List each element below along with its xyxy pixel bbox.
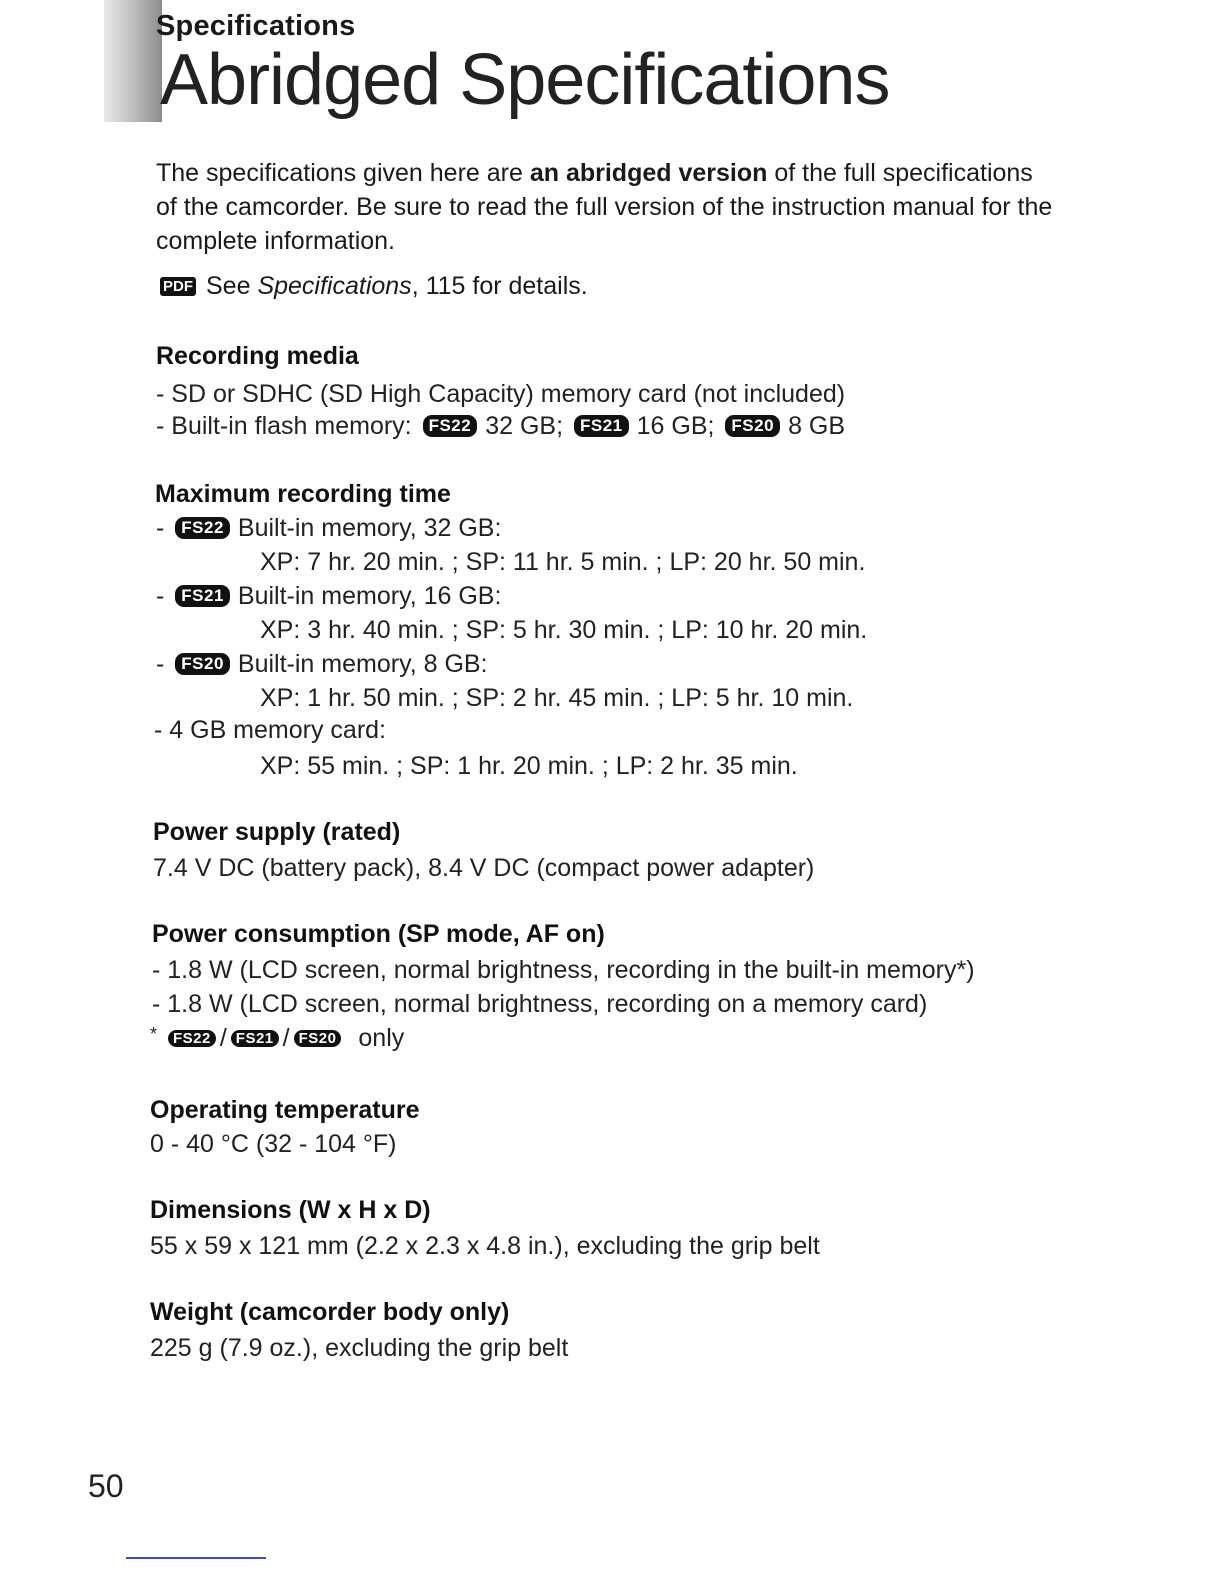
fs21-badge: FS21: [175, 585, 230, 607]
pdf-reference[interactable]: PDF See Specifications, 115 for details.: [160, 272, 588, 301]
pdf-reference-title: Specifications: [257, 272, 412, 300]
pdf-icon: PDF: [160, 277, 196, 296]
max-recording-time-heading: Maximum recording time: [155, 480, 451, 508]
fs21-badge: FS21: [574, 415, 629, 437]
power-supply-heading: Power supply (rated): [153, 818, 401, 846]
fs22-badge: FS22: [175, 517, 230, 539]
intro-paragraph: The specifications given here are an abridged version of the full specifications of the camcorder. Be sure to read the full version of the instruction manual for the complete information.: [156, 159, 1053, 255]
operating-temperature-heading: Operating temperature: [150, 1096, 420, 1124]
recording-media-line-2: - Built-in flash memory: FS22 32 GB; FS21 16 GB; FS20 8 GB: [156, 412, 846, 440]
recording-media-heading: Recording media: [156, 342, 359, 370]
section-label: Specifications: [156, 10, 356, 42]
fs21-recording-times: XP: 3 hr. 40 min. ; SP: 5 hr. 30 min. ; LP: 10 hr. 20 min.: [260, 616, 868, 644]
dimensions-value: 55 x 59 x 121 mm (2.2 x 2.3 x 4.8 in.), excluding the grip belt: [150, 1232, 820, 1260]
weight-value: 225 g (7.9 oz.), excluding the grip belt: [150, 1334, 569, 1362]
weight-heading: Weight (camcorder body only): [150, 1298, 510, 1326]
dimensions-heading: Dimensions (W x H x D): [150, 1196, 431, 1224]
fs22-recording-label: - FS22 Built-in memory, 32 GB:: [156, 514, 502, 542]
fs20-badge: FS20: [175, 653, 230, 675]
fs20-recording-times: XP: 1 hr. 50 min. ; SP: 2 hr. 45 min. ; LP: 5 hr. 10 min.: [260, 684, 854, 712]
fs21-badge: FS21: [231, 1030, 279, 1047]
card-recording-times: XP: 55 min. ; SP: 1 hr. 20 min. ; LP: 2 hr. 35 min.: [260, 752, 798, 780]
fs20-recording-label: - FS20 Built-in memory, 8 GB:: [156, 650, 488, 678]
recording-media-line-1: - SD or SDHC (SD High Capacity) memory card (not included): [156, 380, 846, 408]
fs22-badge: FS22: [168, 1030, 216, 1047]
page-title: Abridged Specifications: [160, 40, 890, 120]
power-consumption-line-2: - 1.8 W (LCD screen, normal brightness, recording on a memory card): [152, 990, 928, 1018]
fs22-badge: FS22: [423, 415, 478, 437]
intro-emphasis: an abridged version: [529, 159, 768, 187]
page-number: 50: [88, 1468, 124, 1504]
fs20-badge: FS20: [725, 415, 780, 437]
power-consumption-note: * FS22 / FS21 / FS20 only: [150, 1024, 405, 1052]
operating-temperature-value: 0 - 40 °C (32 - 104 °F): [150, 1130, 397, 1158]
fs22-recording-times: XP: 7 hr. 20 min. ; SP: 11 hr. 5 min. ; LP: 20 hr. 50 min.: [260, 548, 866, 576]
section-tab-marker: [104, 0, 162, 122]
fs21-recording-label: - FS21 Built-in memory, 16 GB:: [156, 582, 502, 610]
bottom-rule: [126, 1557, 266, 1559]
card-recording-label: - 4 GB memory card:: [154, 716, 386, 744]
power-consumption-heading: Power consumption (SP mode, AF on): [152, 920, 605, 948]
power-supply-value: 7.4 V DC (battery pack), 8.4 V DC (compact power adapter): [153, 854, 815, 882]
power-consumption-line-1: - 1.8 W (LCD screen, normal brightness, recording in the built-in memory*): [152, 956, 975, 984]
fs20-badge: FS20: [294, 1030, 342, 1047]
